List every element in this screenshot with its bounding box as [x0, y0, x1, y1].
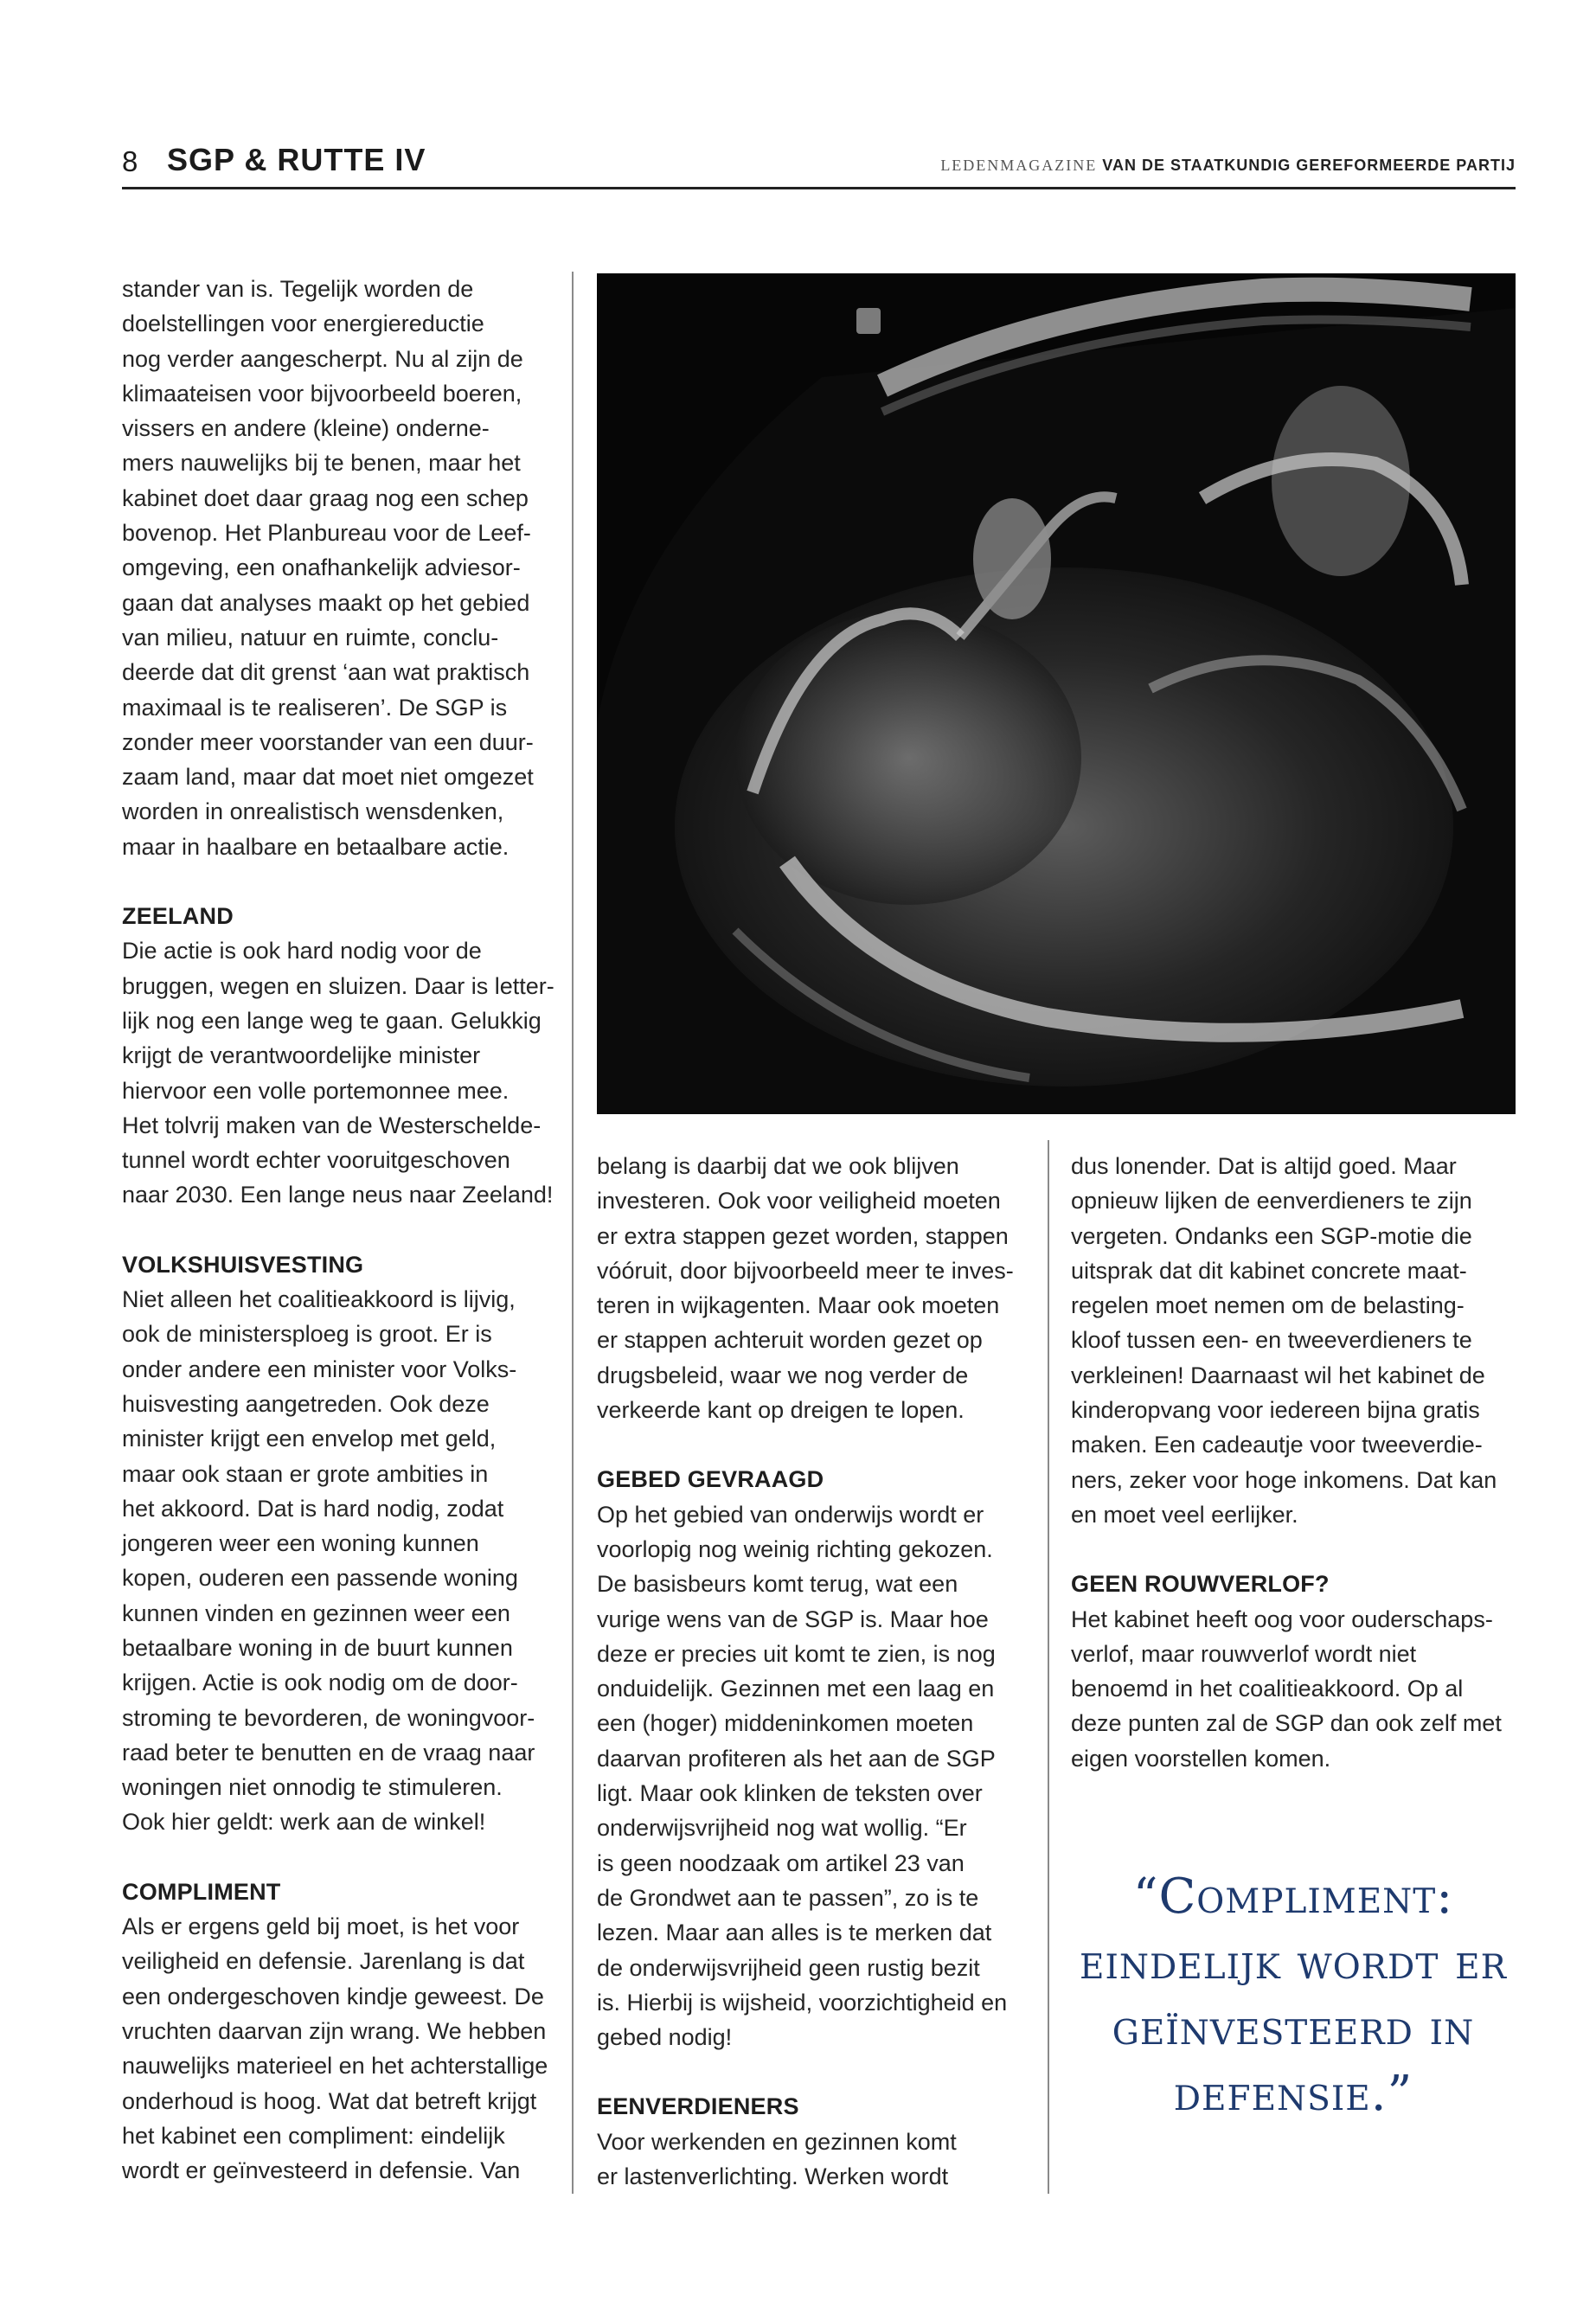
- text-line: mers nauwelijks bij te benen, maar het: [122, 450, 521, 477]
- text-line: daarvan profiteren als het aan de SGP: [597, 1745, 996, 1772]
- text-line: het kabinet een compliment: eindelijk: [122, 2122, 505, 2149]
- masthead-magazine: LEDENMAGAZINE: [940, 157, 1098, 174]
- text-line: investeren. Ook voor veiligheid moeten: [597, 1188, 1001, 1215]
- text-line: benoemd in het coalitieakkoord. Op al: [1071, 1676, 1464, 1702]
- text-line: onderhoud is hoog. Wat dat betreft krijgt: [122, 2087, 537, 2114]
- heading-eenverdieners: EENVERDIENERS: [597, 2093, 799, 2120]
- heading-geen-rouwverlof: GEEN ROUWVERLOF?: [1071, 1571, 1330, 1598]
- text-line: verlof, maar rouwverlof wordt niet: [1071, 1640, 1417, 1667]
- text-line: opnieuw lijken de eenverdieners te zijn: [1071, 1188, 1472, 1215]
- text-line: een (hoger) middeninkomen moeten: [597, 1710, 974, 1737]
- text-line: dus lonender. Dat is altijd goed. Maar: [1071, 1153, 1457, 1179]
- text-line: De basisbeurs komt terug, wat een: [597, 1571, 958, 1598]
- text-line: maken. Een cadeautje voor tweeverdie-: [1071, 1432, 1483, 1458]
- text-line: is. Hierbij is wijsheid, voorzichtigheid en: [597, 1989, 1008, 2016]
- text-line: deerde dat dit grenst ‘aan wat praktisch: [122, 659, 530, 686]
- heading-compliment: COMPLIMENT: [122, 1878, 281, 1905]
- text-line: verkleinen! Daarnaast wil het kabinet de: [1071, 1362, 1485, 1388]
- text-line: Niet alleen het coalitieakkoord is lijvig,: [122, 1286, 516, 1313]
- text-line: stander van is. Tegelijk worden de: [122, 276, 474, 302]
- page-header: [122, 142, 1516, 190]
- text-line: eigen voorstellen komen.: [1071, 1745, 1331, 1772]
- paragraph-zeeland: [122, 933, 567, 1212]
- text-line: ners, zeker voor hoge inkomens. Dat kan: [1071, 1466, 1497, 1493]
- text-line: woningen niet onnodig te stimuleren.: [122, 1774, 503, 1801]
- text-line: vurige wens van de SGP is. Maar hoe: [597, 1606, 989, 1632]
- text-line: gebed nodig!: [597, 2024, 733, 2051]
- text-line: ook de ministersploeg is groot. Er is: [122, 1321, 492, 1348]
- text-line: Voor werkenden en gezinnen komt: [597, 2128, 957, 2155]
- text-line: kloof tussen een- en tweeverdieners te: [1071, 1327, 1472, 1354]
- text-line: voorlopig nog weinig richting gekozen.: [597, 1535, 993, 1562]
- text-line: kopen, ouderen een passende woning: [122, 1565, 518, 1592]
- text-line: huisvesting aangetreden. Ook deze: [122, 1390, 490, 1417]
- text-line: maar in haalbare en betaalbare actie.: [122, 833, 510, 860]
- pull-quote-line: eindelijk wordt er: [1080, 1934, 1507, 1990]
- text-line: maar ook staan er grote ambities in: [122, 1460, 489, 1487]
- text-line: Die actie is ook hard nodig voor de: [122, 938, 482, 965]
- text-line: het akkoord. Dat is hard nodig, zodat: [122, 1495, 504, 1522]
- text-line: Het kabinet heeft oog voor ouderschaps-: [1071, 1606, 1493, 1632]
- paragraph-gebed: [597, 1497, 1042, 2055]
- text-line: krijgt de verantwoordelijke minister: [122, 1042, 481, 1069]
- text-line: Als er ergens geld bij moet, is het voor: [122, 1913, 520, 1940]
- text-line: vruchten daarvan zijn wrang. We hebben: [122, 2017, 547, 2044]
- text-line: kabinet doet daar graag nog een schep: [122, 484, 529, 511]
- column-3: [1071, 1149, 1516, 1776]
- text-line: maximaal is te realiseren’. De SGP is: [122, 694, 508, 721]
- heading-zeeland: ZEELAND: [122, 903, 234, 930]
- text-line: stroming te bevorderen, de woningvoor-: [122, 1704, 535, 1731]
- text-line: Op het gebied van onderwijs wordt er: [597, 1501, 984, 1528]
- text-line: bruggen, wegen en sluizen. Daar is letter-: [122, 972, 554, 999]
- text-line: vissers en andere (kleine) onderne-: [122, 415, 490, 442]
- paragraph-intro: [122, 272, 567, 864]
- text-line: de Grondwet aan te passen”, zo is te: [597, 1884, 979, 1911]
- text-line: naar 2030. Een lange neus naar Zeeland!: [122, 1182, 554, 1208]
- text-line: er stappen achteruit worden gezet op: [597, 1327, 983, 1354]
- paragraph-compliment: [122, 1909, 567, 2188]
- text-line: tunnel wordt echter vooruitgeschoven: [122, 1147, 510, 1174]
- text-line: lijk nog een lange weg te gaan. Gelukkig: [122, 1007, 542, 1034]
- page-number: 8: [122, 145, 138, 177]
- column-divider-2: [1048, 1140, 1049, 2194]
- text-line: regelen moet nemen om de belasting-: [1071, 1292, 1465, 1319]
- paragraph-intro: [597, 1149, 1042, 1427]
- text-line: betaalbare woning in de buurt kunnen: [122, 1634, 513, 1661]
- column-1: [122, 272, 567, 2188]
- column-2: [597, 1149, 1042, 2194]
- text-line: gaan dat analyses maakt op het gebied: [122, 589, 530, 616]
- text-line: nauwelijks materieel en het achterstallige: [122, 2053, 548, 2080]
- ultrasound-photo: [597, 273, 1516, 1114]
- text-line: kinderopvang voor iedereen bijna gratis: [1071, 1397, 1480, 1424]
- heading-volkshuisvesting: VOLKSHUISVESTING: [122, 1251, 364, 1278]
- pull-quote: [1071, 1864, 1516, 2127]
- masthead-party: VAN DE STAATKUNDIG GEREFORMEERDE PARTIJ: [1102, 157, 1516, 174]
- text-line: drugsbeleid, waar we nog verder de: [597, 1362, 969, 1388]
- text-line: van milieu, natuur en ruimte, conclu-: [122, 624, 499, 651]
- text-line: belang is daarbij dat we ook blijven: [597, 1153, 959, 1179]
- pull-quote-line: defensie.”: [1173, 2066, 1413, 2122]
- ultrasound-image: [597, 273, 1516, 1114]
- text-line: er extra stappen gezet worden, stappen: [597, 1222, 1009, 1249]
- text-line: zonder meer voorstander van een duur-: [122, 728, 534, 755]
- text-line: lezen. Maar aan alles is te merken dat: [597, 1920, 992, 1946]
- text-line: een ondergeschoven kindje geweest. De: [122, 1983, 544, 2009]
- text-line: doelstellingen voor energiereductie: [122, 311, 484, 337]
- text-line: onduidelijk. Gezinnen met een laag en: [597, 1676, 995, 1702]
- text-line: hiervoor een volle portemonnee mee.: [122, 1077, 510, 1104]
- text-line: Ook hier geldt: werk aan de winkel!: [122, 1809, 486, 1836]
- text-line: verkeerde kant op dreigen te lopen.: [597, 1397, 965, 1424]
- text-line: de onderwijsvrijheid geen rustig bezit: [597, 1954, 980, 1981]
- text-line: er lastenverlichting. Werken wordt: [597, 2163, 949, 2190]
- paragraph-volkshuisvesting: [122, 1282, 567, 1840]
- text-line: raad beter te benutten en de vraag naar: [122, 1739, 535, 1766]
- text-line: klimaateisen voor bijvoorbeeld boeren,: [122, 380, 522, 407]
- text-line: en moet veel eerlijker.: [1071, 1501, 1298, 1528]
- text-line: bovenop. Het Planbureau voor de Leef-: [122, 520, 531, 547]
- paragraph-eenverdieners: [597, 2125, 1042, 2195]
- text-line: wordt er geïnvesteerd in defensie. Van: [122, 2157, 521, 2184]
- text-line: vóóruit, door bijvoorbeeld meer te inves-: [597, 1257, 1014, 1284]
- text-line: onderwijsvrijheid nog wat wollig. “Er: [597, 1815, 967, 1842]
- heading-gebed-gevraagd: GEBED GEVRAAGD: [597, 1466, 824, 1493]
- text-line: nog verder aangescherpt. Nu al zijn de: [122, 345, 523, 372]
- paragraph-intro: [1071, 1149, 1516, 1532]
- text-line: is geen noodzaak om artikel 23 van: [597, 1849, 965, 1876]
- text-line: veiligheid en defensie. Jarenlang is dat: [122, 1948, 525, 1975]
- text-line: ligt. Maar ook klinken de teksten over: [597, 1780, 983, 1807]
- text-line: zaam land, maar dat moet niet omgezet: [122, 764, 534, 791]
- text-line: minister krijgt een envelop met geld,: [122, 1426, 497, 1452]
- header-rule: [122, 187, 1516, 189]
- text-line: omgeving, een onafhankelijk adviesor-: [122, 554, 521, 581]
- text-line: deze punten zal de SGP dan ook zelf met: [1071, 1710, 1502, 1737]
- text-line: kunnen vinden en gezinnen weer een: [122, 1599, 510, 1626]
- text-line: onder andere een minister voor Volks-: [122, 1356, 517, 1382]
- text-line: jongeren weer een woning kunnen: [122, 1530, 479, 1557]
- masthead: [940, 157, 1516, 175]
- pull-quote-line: “Compliment:: [1132, 1868, 1454, 1925]
- text-line: worden in onrealistisch wensdenken,: [122, 798, 504, 825]
- text-line: krijgen. Actie is ook nodig om de door-: [122, 1670, 518, 1696]
- pull-quote-line: geïnvesteerd in: [1112, 2000, 1475, 2056]
- column-divider-1: [572, 272, 574, 2194]
- paragraph-rouwverlof: [1071, 1602, 1516, 1776]
- text-line: Het tolvrij maken van de Westerschelde-: [122, 1112, 542, 1138]
- text-line: deze er precies uit komt te zien, is nog: [597, 1640, 996, 1667]
- section-title: SGP & RUTTE IV: [167, 142, 426, 177]
- text-line: uitsprak dat dit kabinet concrete maat-: [1071, 1257, 1467, 1284]
- text-line: vergeten. Ondanks een SGP-motie die: [1071, 1222, 1472, 1249]
- text-line: teren in wijkagenten. Maar ook moeten: [597, 1292, 1000, 1319]
